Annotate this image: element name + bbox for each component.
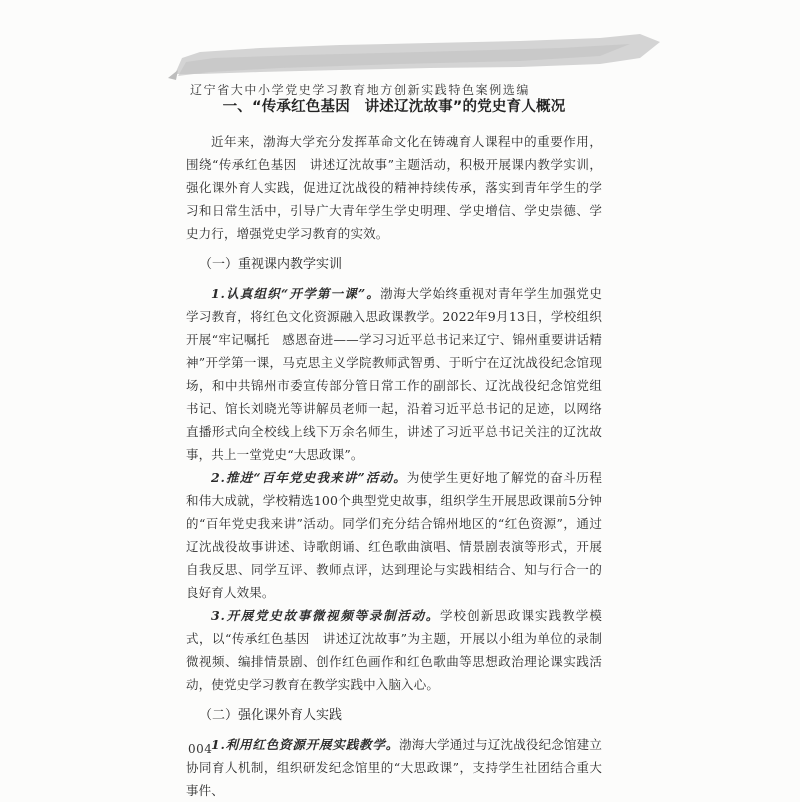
item-lead: 1.利用红色资源开展实践教学。 (211, 737, 400, 752)
running-title: 辽宁省大中小学党史学习教育地方创新实践特色案例选编 (190, 83, 531, 97)
page-number: 004 (188, 742, 213, 756)
item-text: 渤海大学始终重视对青年学生加强党史学习教育，将红色文化资源融入思政课教学。2022年9月13日，学校组织开展“牢记嘱托 感恩奋进——学习习近平总书记来辽宁、锦州重要讲话精神”开学第一课，马克思主义学院教师武智勇、于昕宁在辽沈战役纪念馆现场，和中共锦州市委宣传部分管日常工作的副部长、辽沈战役纪念馆党组书记、馆长刘晓光等讲解员老师一起，沿着习近平总书记的足迹，以网络直播形式向全校线上线下万余名师生，讲述了习近平总书记关注的辽沈故事，共上一堂党史“大思政课”。 (186, 286, 602, 462)
item-lead: 3.开展党史故事微视频等录制活动。 (211, 608, 440, 623)
item-lead: 1.认真组织“开学第一课”。 (211, 286, 381, 301)
item-text: 渤海大学通过与辽沈战役纪念馆建立协同育人机制，组织研发纪念馆里的“大思政课”，支持学生社团结合重大事件、 (186, 737, 602, 798)
section-title: 一、“传承红色基因 讲述辽沈故事”的党史育人概况 (222, 99, 566, 115)
item-text: 学校创新思政课实践教学模式，以“传承红色基因 讲述辽沈故事”为主题，开展以小组为单位的录制微视频、编排情景剧、创作红色画作和红色歌曲等思想政治理论课实践活动，使党史学习教育在教学实践中入脑入心。 (186, 608, 602, 692)
subsection-1-title: （一）重视课内教学实训 (199, 257, 343, 272)
subsection-2-item-1 (186, 733, 602, 802)
item-text: 为使学生更好地了解党的奋斗历程和伟大成就，学校精选100个典型党史故事，组织学生开展思政课前5分钟的“百年党史我来讲”活动。同学们充分结合锦州地区的“红色资源”，通过辽沈战役故事讲述、诗歌朗诵、红色歌曲演唱、情景剧表演等形式，开展自我反思、同学互评、教师点评，达到理论与实践相结合、知与行合一的良好育人效果。 (186, 470, 602, 600)
subsection-1-item-1 (186, 282, 602, 466)
subsection-1-item-2 (186, 466, 602, 604)
intro-paragraph: 近年来，渤海大学充分发挥革命文化在铸魂育人课程中的重要作用，围绕“传承红色基因 讲述辽沈故事”主题活动，积极开展课内教学实训，强化课外育人实践，促进辽沈战役的精神持续传承，落实到青年学生的学习和日常生活中，引导广大青年学生学史明理、学史增信、学史崇德、学史力行，增强党史学习教育的实效。 (186, 134, 602, 241)
page-body (186, 96, 602, 802)
subsection-2-title: （二）强化课外育人实践 (199, 708, 343, 723)
running-header (0, 28, 800, 97)
item-lead: 2.推进“百年党史我来讲”活动。 (211, 470, 407, 485)
subsection-1-item-3 (186, 604, 602, 696)
